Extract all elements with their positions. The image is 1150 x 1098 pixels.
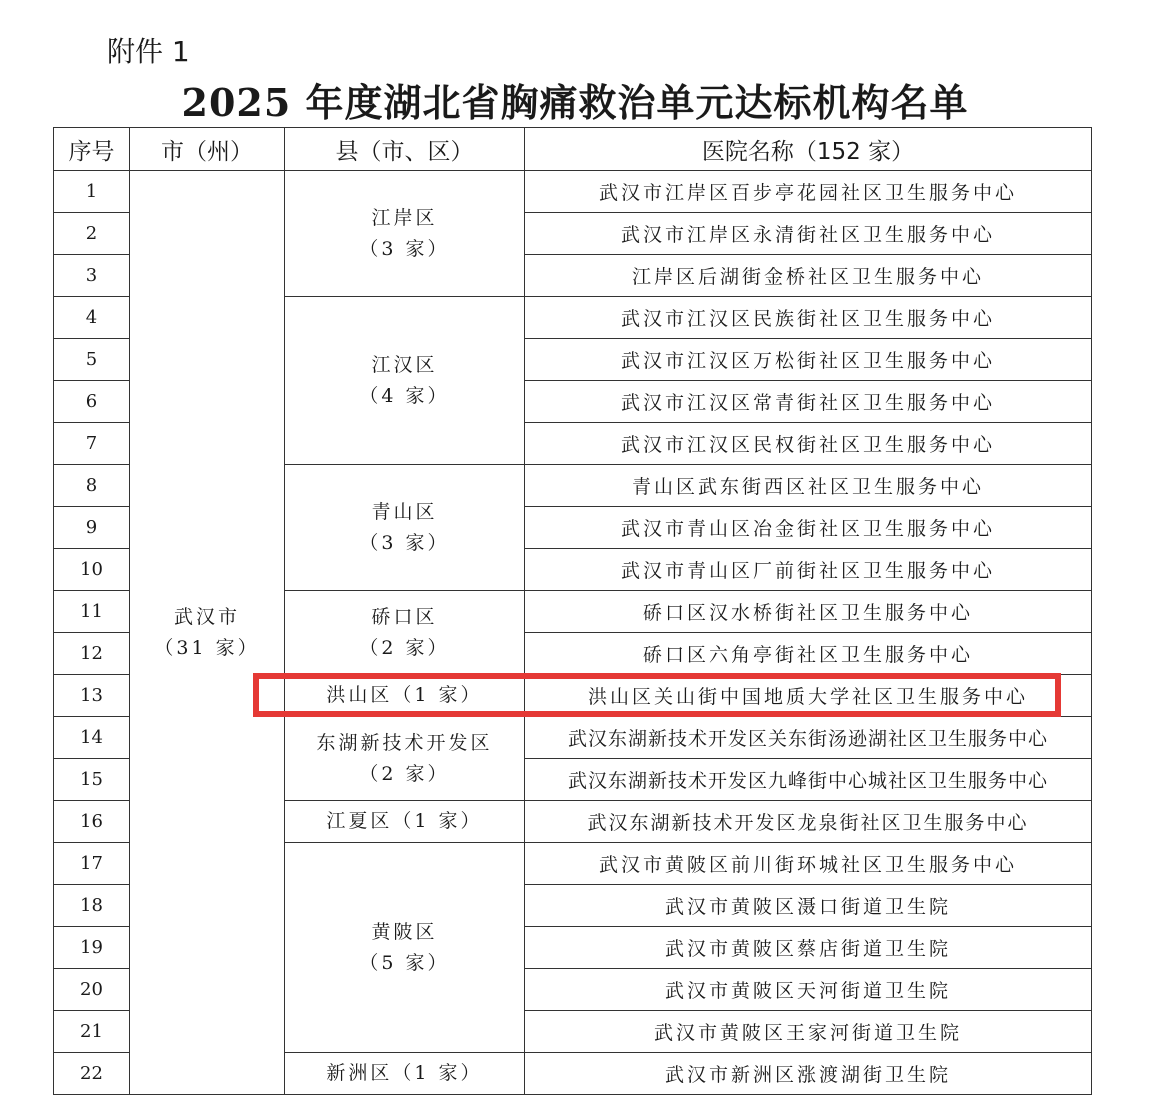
header-no: 序号 bbox=[54, 128, 130, 171]
header-hospital: 医院名称（152 家） bbox=[525, 128, 1092, 171]
county-name: 黄陂区 bbox=[371, 921, 438, 944]
county-count: （2 家） bbox=[359, 762, 450, 785]
row-number: 19 bbox=[54, 927, 130, 969]
county-count: （3 家） bbox=[359, 531, 450, 554]
table-header-row bbox=[54, 128, 1092, 171]
county-name: 青山区 bbox=[371, 501, 438, 524]
document-title: 2025 年度湖北省胸痛救治单元达标机构名单 bbox=[181, 80, 969, 125]
county-cell bbox=[285, 297, 525, 465]
hospital-name: 武汉市青山区厂前街社区卫生服务中心 bbox=[525, 549, 1092, 591]
county-name: 江夏区（1 家） bbox=[326, 810, 483, 833]
row-number: 14 bbox=[54, 717, 130, 759]
county-name: 洪山区（1 家） bbox=[326, 684, 483, 707]
row-number: 11 bbox=[54, 591, 130, 633]
hospital-name: 武汉市新洲区涨渡湖街卫生院 bbox=[525, 1053, 1092, 1095]
header-county: 县（市、区） bbox=[285, 128, 525, 171]
row-number: 7 bbox=[54, 423, 130, 465]
hospital-table bbox=[53, 127, 1092, 1095]
city-cell bbox=[130, 171, 285, 1095]
row-number: 13 bbox=[54, 675, 130, 717]
hospital-name: 硚口区汉水桥街社区卫生服务中心 bbox=[525, 591, 1092, 633]
county-cell bbox=[285, 843, 525, 1053]
hospital-name: 武汉市青山区冶金街社区卫生服务中心 bbox=[525, 507, 1092, 549]
county-cell bbox=[285, 675, 525, 717]
row-number: 1 bbox=[54, 171, 130, 213]
county-cell bbox=[285, 171, 525, 297]
city-count: （31 家） bbox=[154, 636, 260, 659]
hospital-name: 武汉东湖新技术开发区龙泉街社区卫生服务中心 bbox=[525, 801, 1092, 843]
county-cell bbox=[285, 717, 525, 801]
row-number: 9 bbox=[54, 507, 130, 549]
hospital-name: 武汉市黄陂区前川街环城社区卫生服务中心 bbox=[525, 843, 1092, 885]
row-number: 16 bbox=[54, 801, 130, 843]
row-number: 18 bbox=[54, 885, 130, 927]
row-number: 8 bbox=[54, 465, 130, 507]
county-count: （5 家） bbox=[359, 951, 450, 974]
row-number: 2 bbox=[54, 213, 130, 255]
county-name: 东湖新技术开发区 bbox=[316, 732, 493, 755]
hospital-name: 武汉市江汉区民权街社区卫生服务中心 bbox=[525, 423, 1092, 465]
hospital-name: 青山区武东街西区社区卫生服务中心 bbox=[525, 465, 1092, 507]
county-cell bbox=[285, 801, 525, 843]
county-cell bbox=[285, 591, 525, 675]
row-number: 21 bbox=[54, 1011, 130, 1053]
row-number: 22 bbox=[54, 1053, 130, 1095]
county-name: 硚口区 bbox=[371, 606, 438, 629]
hospital-name: 武汉东湖新技术开发区关东街汤逊湖社区卫生服务中心 bbox=[525, 717, 1092, 759]
hospital-name: 硚口区六角亭街社区卫生服务中心 bbox=[525, 633, 1092, 675]
header-city: 市（州） bbox=[130, 128, 285, 171]
county-cell bbox=[285, 1053, 525, 1095]
hospital-name: 武汉市黄陂区滠口街道卫生院 bbox=[525, 885, 1092, 927]
row-number: 4 bbox=[54, 297, 130, 339]
table-row bbox=[54, 171, 1092, 213]
hospital-name: 武汉市江汉区万松街社区卫生服务中心 bbox=[525, 339, 1092, 381]
row-number: 3 bbox=[54, 255, 130, 297]
attachment-label: 附件 1 bbox=[107, 35, 190, 68]
hospital-name: 江岸区后湖街金桥社区卫生服务中心 bbox=[525, 255, 1092, 297]
county-name: 江汉区 bbox=[371, 354, 438, 377]
hospital-name: 武汉市黄陂区王家河街道卫生院 bbox=[525, 1011, 1092, 1053]
county-count: （4 家） bbox=[359, 384, 450, 407]
row-number: 12 bbox=[54, 633, 130, 675]
county-count: （3 家） bbox=[359, 237, 450, 260]
county-name: 新洲区（1 家） bbox=[326, 1062, 483, 1085]
row-number: 20 bbox=[54, 969, 130, 1011]
hospital-name: 武汉市黄陂区蔡店街道卫生院 bbox=[525, 927, 1092, 969]
hospital-name: 武汉市江岸区永清街社区卫生服务中心 bbox=[525, 213, 1092, 255]
hospital-name: 武汉市黄陂区天河街道卫生院 bbox=[525, 969, 1092, 1011]
hospital-name: 武汉市江汉区民族街社区卫生服务中心 bbox=[525, 297, 1092, 339]
county-name: 江岸区 bbox=[371, 207, 438, 230]
county-cell bbox=[285, 465, 525, 591]
row-number: 10 bbox=[54, 549, 130, 591]
county-count: （2 家） bbox=[359, 636, 450, 659]
hospital-name: 武汉东湖新技术开发区九峰街中心城社区卫生服务中心 bbox=[525, 759, 1092, 801]
row-number: 6 bbox=[54, 381, 130, 423]
hospital-name: 洪山区关山街中国地质大学社区卫生服务中心 bbox=[525, 675, 1092, 717]
row-number: 15 bbox=[54, 759, 130, 801]
row-number: 17 bbox=[54, 843, 130, 885]
row-number: 5 bbox=[54, 339, 130, 381]
hospital-name: 武汉市江汉区常青街社区卫生服务中心 bbox=[525, 381, 1092, 423]
city-name: 武汉市 bbox=[173, 606, 240, 629]
hospital-name: 武汉市江岸区百步亭花园社区卫生服务中心 bbox=[525, 171, 1092, 213]
